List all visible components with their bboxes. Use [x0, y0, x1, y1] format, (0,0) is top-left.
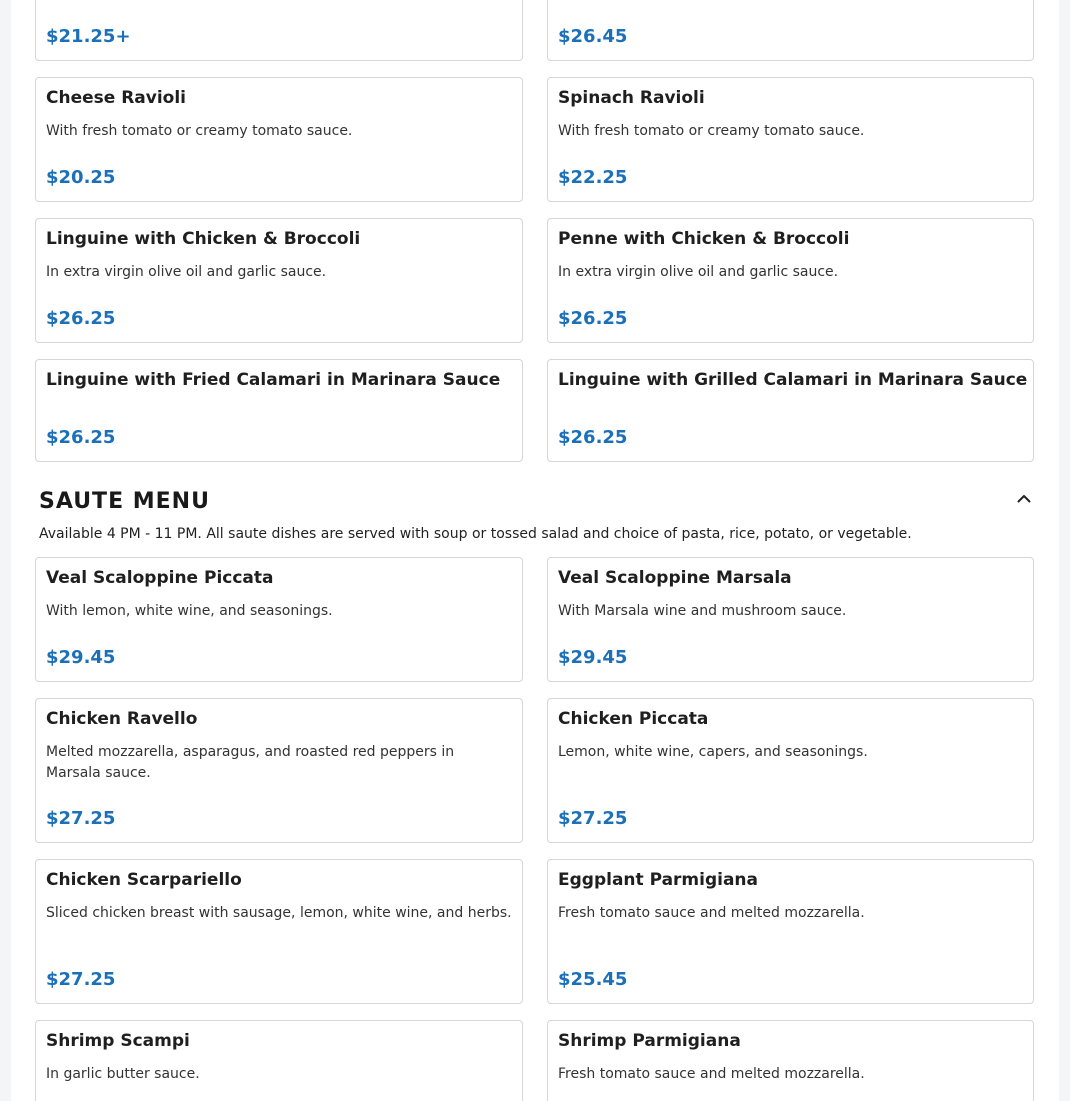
menu-item-card[interactable] [35, 0, 523, 61]
saute-items-grid [35, 557, 1034, 1101]
item-price: $27.25 [46, 808, 116, 829]
item-price: $27.25 [46, 969, 116, 990]
item-name: Chicken Ravello [46, 709, 198, 729]
item-description: Lemon, white wine, capers, and seasonings. [558, 744, 868, 760]
item-name: Veal Scaloppine Piccata [46, 568, 274, 588]
chevron-up-icon[interactable] [1014, 488, 1034, 508]
item-price: $26.25 [558, 308, 628, 329]
menu-item-card[interactable] [35, 557, 523, 682]
item-name: Linguine with Fried Calamari in Marinara Sauce [46, 370, 501, 390]
item-price: $26.25 [558, 427, 628, 448]
item-name: Spinach Ravioli [558, 88, 705, 108]
item-name: Penne with Chicken & Broccoli [558, 229, 850, 249]
item-description: In garlic butter sauce. [46, 1066, 200, 1082]
menu-item-card[interactable] [35, 1020, 523, 1101]
item-description: With lemon, white wine, and seasonings. [46, 603, 333, 619]
item-price: $29.45 [46, 647, 116, 668]
item-description: Fresh tomato sauce and melted mozzarella. [558, 905, 865, 921]
item-name: Cheese Ravioli [46, 88, 187, 108]
item-description: Melted mozzarella, asparagus, and roasted red peppers in Marsala sauce. [46, 744, 455, 781]
item-name: Veal Scaloppine Marsala [558, 568, 792, 588]
item-name: Eggplant Parmigiana [558, 870, 759, 890]
item-description: Sliced chicken breast with sausage, lemon, white wine, and herbs. [46, 905, 512, 921]
item-price: $20.25 [46, 167, 116, 188]
item-description: With fresh tomato or creamy tomato sauce. [558, 123, 865, 139]
menu-item-card[interactable] [547, 1020, 1034, 1101]
section-description: Available 4 PM - 11 PM. All saute dishes are served with soup or tossed salad and choice of pasta, rice, potato, or vegetable. [39, 526, 912, 542]
item-price: $26.25 [46, 427, 116, 448]
menu-item-card[interactable] [547, 557, 1034, 682]
menu-item-card[interactable] [35, 359, 523, 462]
menu-item-card[interactable] [35, 77, 523, 202]
item-name: Shrimp Parmigiana [558, 1031, 741, 1051]
item-price: $21.25+ [46, 26, 131, 47]
item-description: With fresh tomato or creamy tomato sauce. [46, 123, 353, 139]
menu-item-card[interactable] [35, 859, 523, 1004]
item-description: Fresh tomato sauce and melted mozzarella. [558, 1066, 865, 1082]
item-description: With Marsala wine and mushroom sauce. [558, 603, 847, 619]
item-name: Chicken Scarpariello [46, 870, 242, 890]
item-name: Chicken Piccata [558, 709, 709, 729]
item-name: Shrimp Scampi [46, 1031, 190, 1051]
menu-item-card[interactable] [35, 698, 523, 843]
item-description: In extra virgin olive oil and garlic sauce. [558, 264, 839, 280]
section-title: SAUTE MENU [39, 489, 210, 514]
menu-item-card[interactable] [547, 0, 1034, 61]
item-price: $26.25 [46, 308, 116, 329]
saute-section-header[interactable] [39, 486, 1034, 518]
menu-item-card[interactable] [547, 698, 1034, 843]
item-name: Linguine with Chicken & Broccoli [46, 229, 361, 249]
menu-page [11, 0, 1059, 1101]
item-price: $22.25 [558, 167, 628, 188]
item-price: $27.25 [558, 808, 628, 829]
menu-item-card[interactable] [547, 359, 1034, 462]
item-price: $29.45 [558, 647, 628, 668]
item-description: In extra virgin olive oil and garlic sauce. [46, 264, 327, 280]
menu-item-card[interactable] [547, 218, 1034, 343]
item-price: $26.45 [558, 26, 628, 47]
menu-item-card[interactable] [547, 77, 1034, 202]
menu-item-card[interactable] [547, 859, 1034, 1004]
menu-item-card[interactable] [35, 218, 523, 343]
item-name: Linguine with Grilled Calamari in Marinara Sauce [558, 370, 1028, 390]
item-price: $25.45 [558, 969, 628, 990]
pasta-items-grid [35, 0, 1034, 462]
